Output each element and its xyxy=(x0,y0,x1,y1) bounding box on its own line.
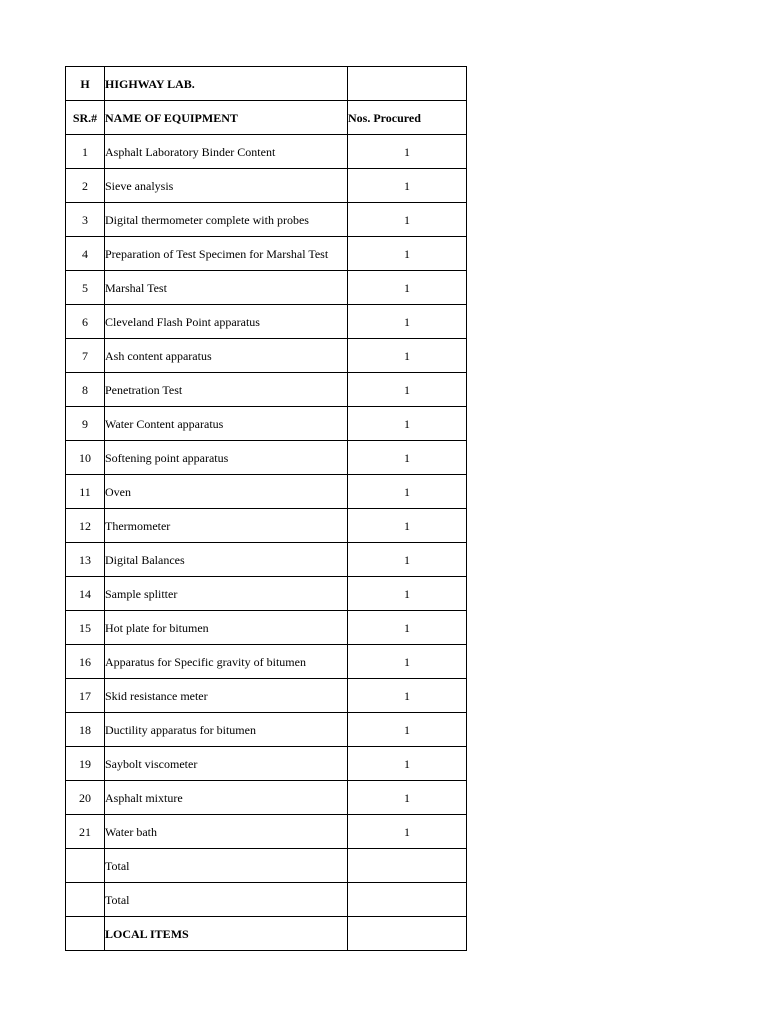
table-row xyxy=(66,679,467,713)
sr-cell: 11 xyxy=(66,475,105,509)
total-value-cell xyxy=(348,849,467,883)
equipment-name-cell: Thermometer xyxy=(105,509,348,543)
table-row xyxy=(66,237,467,271)
table-row xyxy=(66,781,467,815)
table-row xyxy=(66,135,467,169)
section-title-cell: HIGHWAY LAB. xyxy=(105,67,348,101)
nos-procured-cell: 1 xyxy=(348,611,467,645)
nos-procured-cell: 1 xyxy=(348,203,467,237)
equipment-name-cell: Ductility apparatus for bitumen xyxy=(105,713,348,747)
equipment-name-cell: Preparation of Test Specimen for Marshal Test xyxy=(105,237,348,271)
table-row xyxy=(66,373,467,407)
equipment-name-cell: Cleveland Flash Point apparatus xyxy=(105,305,348,339)
nos-procured-cell: 1 xyxy=(348,543,467,577)
sr-cell: 9 xyxy=(66,407,105,441)
nos-procured-cell: 1 xyxy=(348,679,467,713)
sr-cell: 16 xyxy=(66,645,105,679)
equipment-name-cell: Oven xyxy=(105,475,348,509)
nos-procured-cell: 1 xyxy=(348,781,467,815)
nos-procured-cell: 1 xyxy=(348,475,467,509)
total-empty-sr-cell xyxy=(66,849,105,883)
section-empty-cell xyxy=(348,67,467,101)
nos-procured-cell: 1 xyxy=(348,169,467,203)
name-column-header: NAME OF EQUIPMENT xyxy=(105,101,348,135)
sr-cell: 4 xyxy=(66,237,105,271)
equipment-name-cell: Ash content apparatus xyxy=(105,339,348,373)
equipment-name-cell: Marshal Test xyxy=(105,271,348,305)
equipment-name-cell: Digital thermometer complete with probes xyxy=(105,203,348,237)
nos-procured-cell: 1 xyxy=(348,373,467,407)
equipment-name-cell: Hot plate for bitumen xyxy=(105,611,348,645)
table-row xyxy=(66,169,467,203)
table-row xyxy=(66,339,467,373)
nos-procured-cell: 1 xyxy=(348,407,467,441)
local-items-empty-sr-cell xyxy=(66,917,105,951)
table-row xyxy=(66,475,467,509)
sr-cell: 17 xyxy=(66,679,105,713)
table-row xyxy=(66,203,467,237)
equipment-name-cell: Sieve analysis xyxy=(105,169,348,203)
sr-cell: 6 xyxy=(66,305,105,339)
sr-cell: 19 xyxy=(66,747,105,781)
sr-cell: 12 xyxy=(66,509,105,543)
table-row xyxy=(66,543,467,577)
sr-cell: 1 xyxy=(66,135,105,169)
equipment-table-body xyxy=(66,67,467,951)
total-label-cell: Total xyxy=(105,883,348,917)
nos-procured-cell: 1 xyxy=(348,509,467,543)
column-header-row xyxy=(66,101,467,135)
equipment-name-cell: Apparatus for Specific gravity of bitumen xyxy=(105,645,348,679)
sr-cell: 2 xyxy=(66,169,105,203)
table-row xyxy=(66,577,467,611)
nos-column-header: Nos. Procured xyxy=(348,101,467,135)
local-items-row xyxy=(66,917,467,951)
sr-cell: 8 xyxy=(66,373,105,407)
equipment-table xyxy=(65,66,467,951)
total-row xyxy=(66,883,467,917)
section-code-cell: H xyxy=(66,67,105,101)
table-row xyxy=(66,441,467,475)
nos-procured-cell: 1 xyxy=(348,135,467,169)
section-header-row xyxy=(66,67,467,101)
local-items-label-cell: LOCAL ITEMS xyxy=(105,917,348,951)
nos-procured-cell: 1 xyxy=(348,305,467,339)
sr-cell: 3 xyxy=(66,203,105,237)
equipment-name-cell: Water bath xyxy=(105,815,348,849)
sr-cell: 10 xyxy=(66,441,105,475)
equipment-name-cell: Softening point apparatus xyxy=(105,441,348,475)
equipment-name-cell: Penetration Test xyxy=(105,373,348,407)
nos-procured-cell: 1 xyxy=(348,237,467,271)
equipment-name-cell: Skid resistance meter xyxy=(105,679,348,713)
table-row xyxy=(66,713,467,747)
nos-procured-cell: 1 xyxy=(348,815,467,849)
equipment-name-cell: Asphalt mixture xyxy=(105,781,348,815)
local-items-value-cell xyxy=(348,917,467,951)
equipment-name-cell: Digital Balances xyxy=(105,543,348,577)
table-row xyxy=(66,271,467,305)
equipment-name-cell: Water Content apparatus xyxy=(105,407,348,441)
sr-cell: 7 xyxy=(66,339,105,373)
equipment-name-cell: Sample splitter xyxy=(105,577,348,611)
equipment-name-cell: Asphalt Laboratory Binder Content xyxy=(105,135,348,169)
nos-procured-cell: 1 xyxy=(348,271,467,305)
total-value-cell xyxy=(348,883,467,917)
table-row xyxy=(66,509,467,543)
table-row xyxy=(66,407,467,441)
sr-column-header: SR.# xyxy=(66,101,105,135)
nos-procured-cell: 1 xyxy=(348,441,467,475)
sr-cell: 13 xyxy=(66,543,105,577)
total-empty-sr-cell xyxy=(66,883,105,917)
nos-procured-cell: 1 xyxy=(348,577,467,611)
table-row xyxy=(66,747,467,781)
table-row xyxy=(66,815,467,849)
equipment-name-cell: Saybolt viscometer xyxy=(105,747,348,781)
total-row xyxy=(66,849,467,883)
sr-cell: 21 xyxy=(66,815,105,849)
nos-procured-cell: 1 xyxy=(348,645,467,679)
nos-procured-cell: 1 xyxy=(348,339,467,373)
table-row xyxy=(66,305,467,339)
sr-cell: 15 xyxy=(66,611,105,645)
sr-cell: 14 xyxy=(66,577,105,611)
table-row xyxy=(66,611,467,645)
sr-cell: 18 xyxy=(66,713,105,747)
nos-procured-cell: 1 xyxy=(348,713,467,747)
sr-cell: 5 xyxy=(66,271,105,305)
table-row xyxy=(66,645,467,679)
nos-procured-cell: 1 xyxy=(348,747,467,781)
sr-cell: 20 xyxy=(66,781,105,815)
total-label-cell: Total xyxy=(105,849,348,883)
